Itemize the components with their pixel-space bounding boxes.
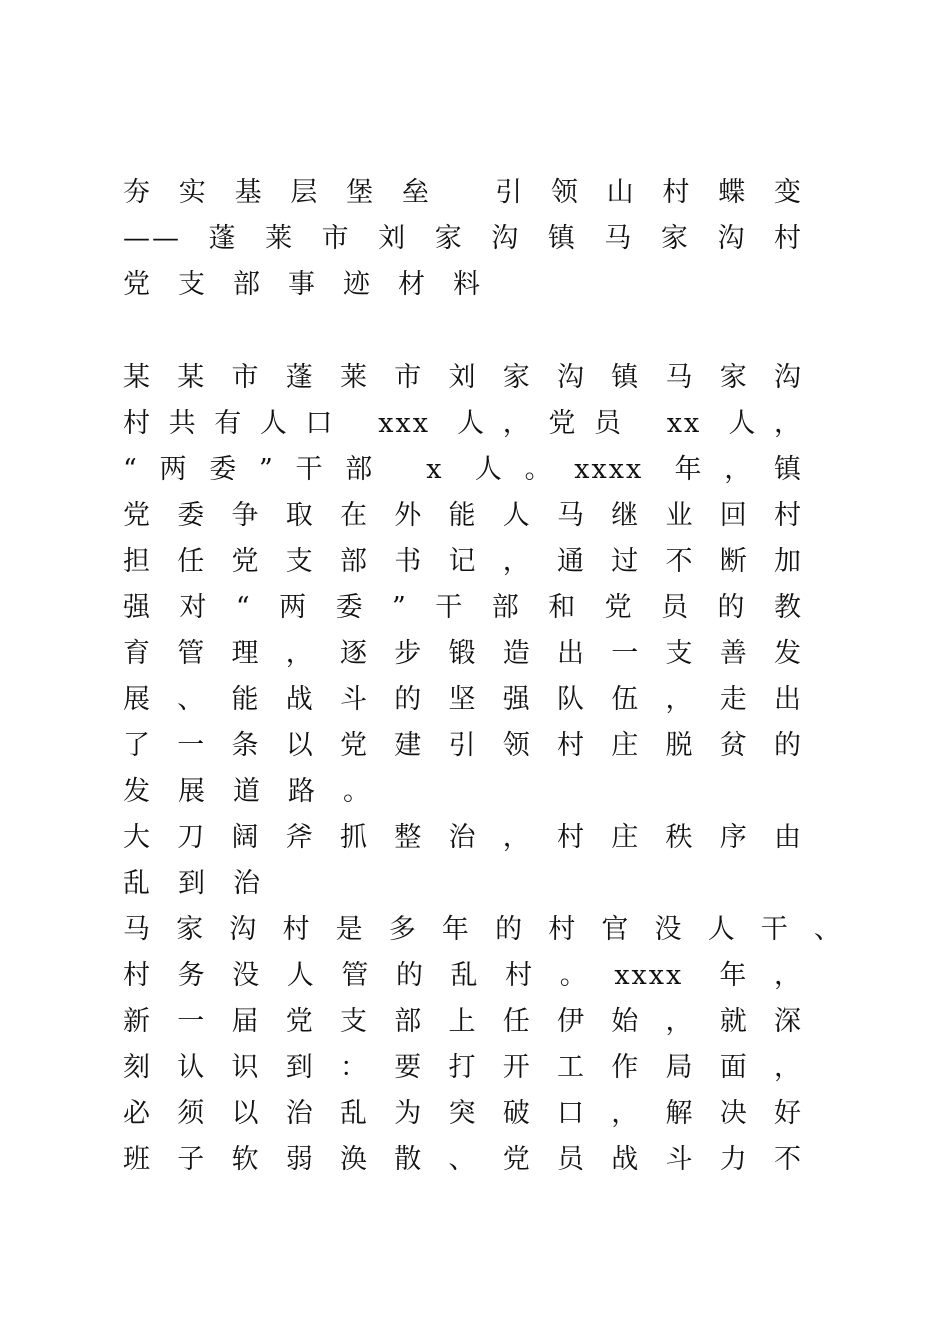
- body-line-7: 育管理，逐步锻造出一支善发: [123, 638, 803, 669]
- body-line-16: 班子软弱涣散、党员战斗力不: [123, 1144, 803, 1175]
- body-line-8: 展、能战斗的坚强队伍，走出: [123, 684, 803, 715]
- title-line-2: ——蓬莱市刘家沟镇马家沟村: [123, 223, 803, 254]
- body-line-10: 发展道路。: [123, 776, 398, 807]
- title-line-1: 夯实基层堡垒 引领山村蝶变: [123, 177, 803, 208]
- body-line-2: 村共有人口 xxx 人，党员 xx 人，: [123, 408, 803, 439]
- body-line-15: 必须以治乱为突破口，解决好: [123, 1098, 803, 1129]
- body-line-14: 刻认识到：要打开工作局面，: [123, 1052, 803, 1083]
- title-line-3: 党支部事迹材料: [123, 269, 508, 300]
- section-heading-line-1: 大刀阔斧抓整治，村庄秩序由: [123, 822, 803, 853]
- body-line-13: 新一届党支部上任伊始，就深: [123, 1006, 803, 1037]
- body-line-11: 马家沟村是多年的村官没人干、: [123, 914, 843, 945]
- body-line-4: 党委争取在外能人马继业回村: [123, 500, 803, 531]
- body-line-12: 村务没人管的乱村。xxxx 年，: [123, 960, 803, 991]
- body-line-9: 了一条以党建引领村庄脱贫的: [123, 730, 803, 761]
- body-line-6: 强对“两委”干部和党员的教: [123, 592, 803, 623]
- body-line-1: 某某市蓬莱市刘家沟镇马家沟: [123, 362, 803, 393]
- section-heading-line-2: 乱到治: [123, 868, 288, 899]
- body-line-5: 担任党支部书记，通过不断加: [123, 546, 803, 577]
- body-line-3: “两委”干部 x 人。xxxx 年，镇: [123, 454, 803, 485]
